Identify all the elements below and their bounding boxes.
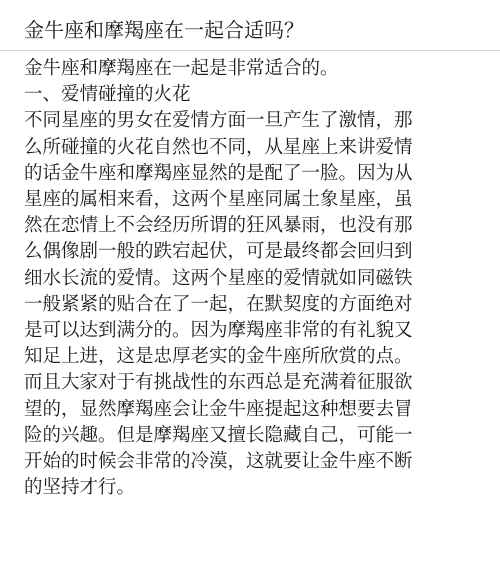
body-line: 是可以达到满分的。因为摩羯座非常的有礼貌又 [24,320,413,342]
body-line: 细水长流的爱情。这两个星座的爱情就如同磁铁 [24,267,413,289]
body-line: 然在恋情上不会经历所谓的狂风暴雨，也没有那 [24,215,413,237]
title-divider [0,50,500,51]
article-title: 金牛座和摩羯座在一起合适吗？ [24,18,304,42]
section-heading: 一、爱情碰撞的火花 [24,84,191,106]
body-line: 星座的属相来看，这两个星座同属土象星座，虽 [24,189,413,211]
body-line: 险的兴趣。但是摩羯座又擅长隐藏自己，可能一 [24,424,413,446]
body-line: 望的，显然摩羯座会让金牛座提起这种想要去冒 [24,398,413,420]
body-line: 的坚持才行。 [24,477,136,499]
body-line: 的话金牛座和摩羯座显然的是配了一脸。因为从 [24,162,413,184]
body-line: 一般紧紧的贴合在了一起，在默契度的方面绝对 [24,293,413,315]
body-line: 么偶像剧一般的跌宕起伏，可是最终都会回归到 [24,241,413,263]
body-line: 而且大家对于有挑战性的东西总是充满着征服欲 [24,372,413,394]
article-body [24,56,484,501]
body-line: 知足上进，这是忠厚老实的金牛座所欣赏的点。 [24,346,413,368]
body-line: 不同星座的男女在爱情方面一旦产生了激情，那 [24,110,413,132]
body-line: 么所碰撞的火花自然也不同，从星座上来讲爱情 [24,136,413,158]
body-line: 开始的时候会非常的冷漠，这就要让金牛座不断 [24,451,413,473]
body-line: 金牛座和摩羯座在一起是非常适合的。 [24,58,339,79]
